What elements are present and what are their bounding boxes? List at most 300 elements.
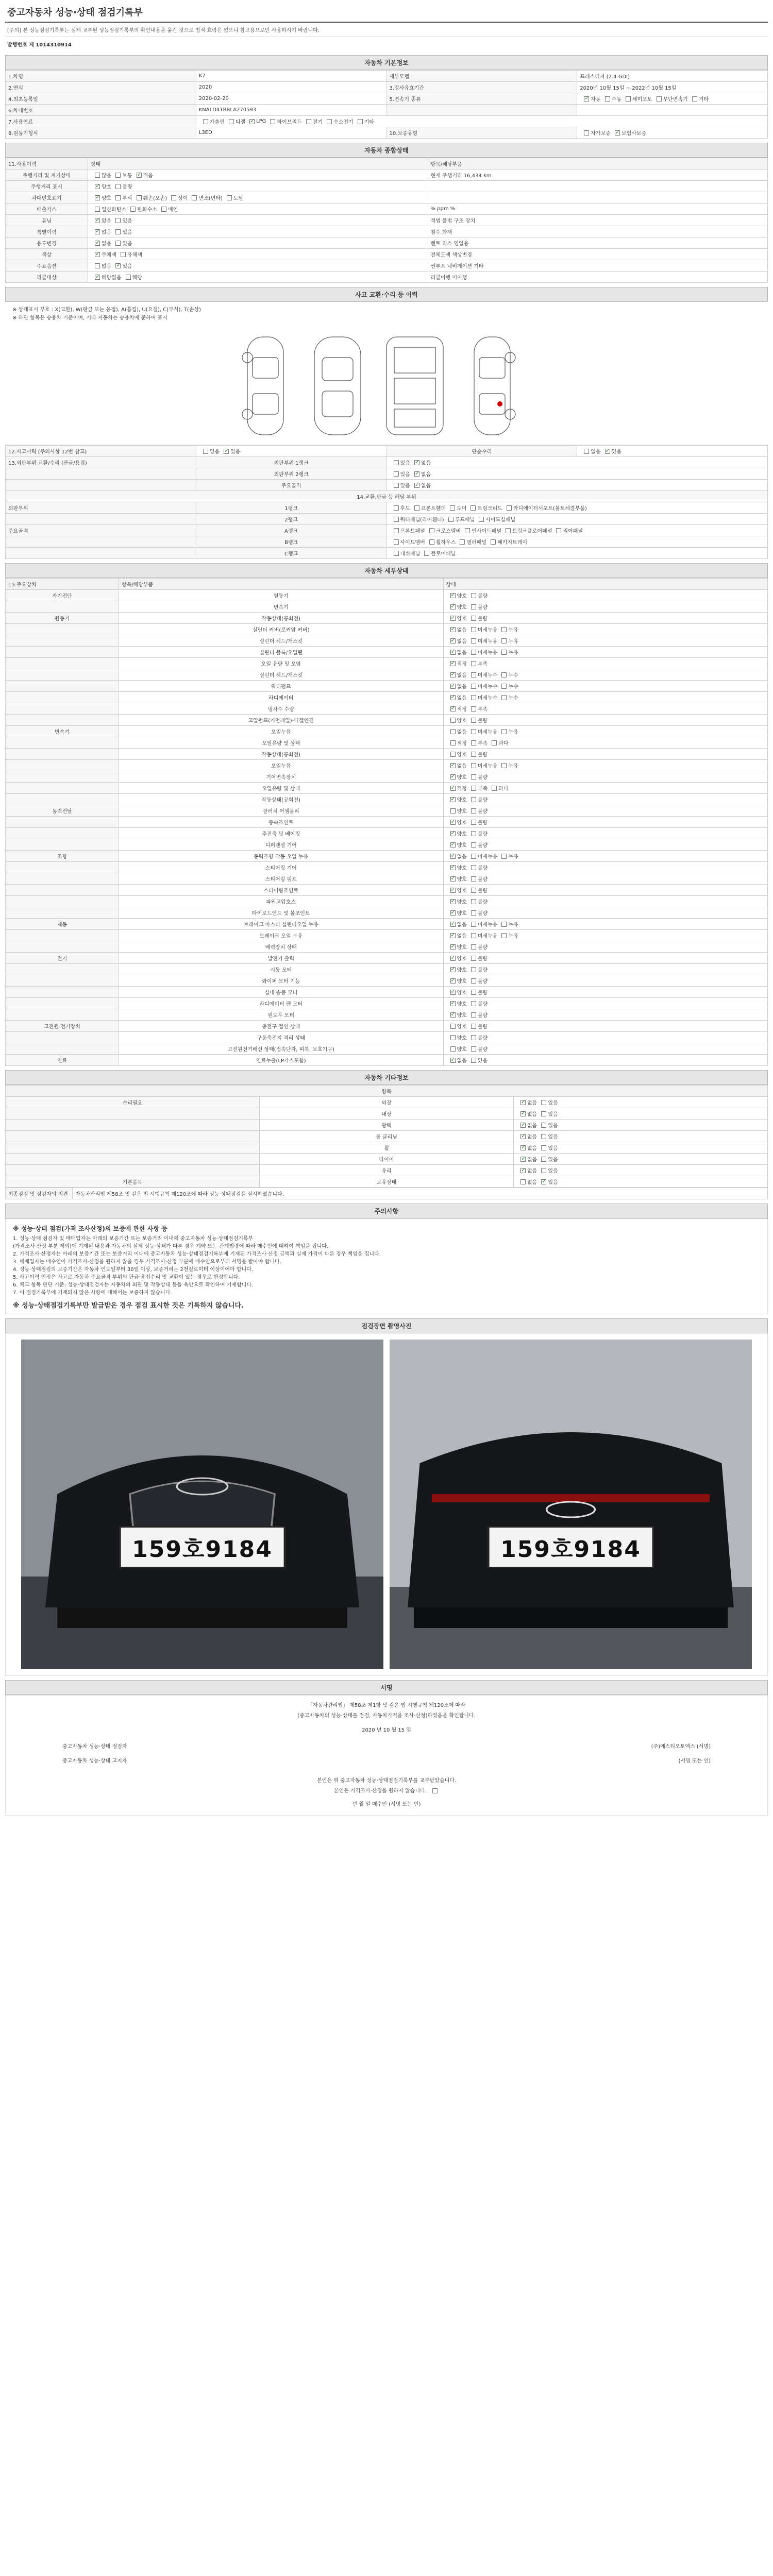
detail-state bbox=[443, 760, 768, 771]
detail-checkbox[interactable] bbox=[450, 922, 456, 927]
exchange-checkbox[interactable] bbox=[506, 528, 511, 533]
transmission-checkbox[interactable] bbox=[692, 96, 697, 101]
overall-option-label: 양호 bbox=[102, 184, 112, 190]
detail-checkbox[interactable] bbox=[450, 774, 456, 779]
detail-checkbox[interactable] bbox=[471, 876, 476, 882]
overall-option-label: 부식 bbox=[122, 196, 132, 201]
detail-checkbox[interactable] bbox=[450, 808, 456, 814]
caution-line: 1. 성능·상태 점검자 및 매매업자는 아래의 보증기간 또는 보증거리 이내에 중고자동차 성능·상태점검기록부 bbox=[13, 1236, 254, 1242]
overall-state bbox=[88, 272, 428, 283]
overall-option-label: 불량 bbox=[122, 184, 132, 190]
other-row bbox=[6, 1142, 768, 1154]
other-option-label: 없음 bbox=[527, 1146, 537, 1151]
other-checkbox[interactable] bbox=[520, 1100, 526, 1105]
overall-option-label: 많음 bbox=[102, 173, 112, 179]
detail-checkbox[interactable] bbox=[471, 718, 476, 723]
detail-checkbox[interactable] bbox=[450, 706, 456, 711]
overall-state bbox=[88, 260, 428, 272]
other-checkbox[interactable] bbox=[541, 1100, 546, 1105]
detail-group bbox=[6, 1043, 119, 1055]
frame-checkbox[interactable] bbox=[394, 460, 399, 465]
warranty-checkbox[interactable] bbox=[584, 130, 589, 135]
basic-label: 1.차명 bbox=[6, 71, 196, 82]
simple-repair-option-label: 없음 bbox=[591, 449, 601, 455]
overall-checkbox[interactable] bbox=[95, 229, 100, 234]
frame-checkbox[interactable] bbox=[394, 471, 399, 477]
detail-option-label: 불량 bbox=[477, 866, 488, 871]
detail-checkbox[interactable] bbox=[501, 672, 507, 677]
detail-state bbox=[443, 624, 768, 635]
exchange-checkbox[interactable] bbox=[507, 505, 512, 511]
exchange-checkbox[interactable] bbox=[465, 528, 470, 533]
detail-checkbox[interactable] bbox=[450, 899, 456, 904]
exchange-checkbox[interactable] bbox=[429, 528, 434, 533]
exchange-checkbox[interactable] bbox=[556, 528, 561, 533]
overall-checkbox[interactable] bbox=[95, 218, 100, 223]
detail-checkbox[interactable] bbox=[450, 604, 456, 609]
exchange-checkbox[interactable] bbox=[429, 539, 434, 545]
detail-checkbox[interactable] bbox=[471, 899, 476, 904]
overall-label: 색상 bbox=[6, 249, 88, 260]
overall-option-label: 탄화수소 bbox=[137, 207, 157, 213]
detail-checkbox[interactable] bbox=[501, 695, 507, 700]
detail-checkbox[interactable] bbox=[450, 638, 456, 643]
overall-checkbox[interactable] bbox=[171, 195, 176, 200]
detail-checkbox[interactable] bbox=[471, 956, 476, 961]
detail-row bbox=[6, 749, 768, 760]
detail-checkbox[interactable] bbox=[450, 842, 456, 848]
basic-row bbox=[6, 71, 768, 82]
exchange-checkbox[interactable] bbox=[394, 551, 399, 556]
detail-state bbox=[443, 930, 768, 941]
detail-checkbox[interactable] bbox=[450, 650, 456, 655]
overall-checkbox[interactable] bbox=[95, 252, 100, 257]
detail-item: 오일 유량 및 오염 bbox=[119, 658, 444, 669]
other-checkbox[interactable] bbox=[520, 1134, 526, 1139]
detail-checkbox[interactable] bbox=[471, 672, 476, 677]
detail-checkbox[interactable] bbox=[450, 990, 456, 995]
detail-state bbox=[443, 1055, 768, 1066]
detail-checkbox[interactable] bbox=[471, 706, 476, 711]
detail-checkbox[interactable] bbox=[450, 695, 456, 700]
other-checkbox[interactable] bbox=[541, 1134, 546, 1139]
detail-checkbox[interactable] bbox=[450, 763, 456, 768]
detail-checkbox[interactable] bbox=[492, 786, 497, 791]
detail-option-label: 없음 bbox=[457, 922, 467, 928]
exchange-checkbox[interactable] bbox=[394, 517, 399, 522]
detail-checkbox[interactable] bbox=[471, 944, 476, 950]
frame-checkbox[interactable] bbox=[414, 460, 419, 465]
basic-mid-value bbox=[577, 127, 768, 139]
detail-checkbox[interactable] bbox=[471, 774, 476, 779]
detail-checkbox[interactable] bbox=[471, 1024, 476, 1029]
overall-checkbox[interactable] bbox=[95, 173, 100, 178]
detail-checkbox[interactable] bbox=[501, 684, 507, 689]
detail-row bbox=[6, 692, 768, 703]
exchange-checkbox[interactable] bbox=[448, 517, 453, 522]
fuel-checkbox[interactable] bbox=[306, 119, 311, 124]
detail-checkbox[interactable] bbox=[471, 910, 476, 916]
exchange-checkbox[interactable] bbox=[450, 505, 455, 511]
frame-group bbox=[6, 480, 196, 491]
detail-checkbox[interactable] bbox=[450, 831, 456, 836]
overall-checkbox[interactable] bbox=[115, 229, 121, 234]
overall-checkbox[interactable] bbox=[95, 195, 100, 200]
detail-checkbox[interactable] bbox=[471, 967, 476, 972]
detail-checkbox[interactable] bbox=[471, 729, 476, 734]
detail-checkbox[interactable] bbox=[471, 684, 476, 689]
detail-checkbox[interactable] bbox=[471, 695, 476, 700]
detail-option-label: 미세누수 bbox=[477, 696, 498, 701]
other-checkbox[interactable] bbox=[520, 1179, 526, 1184]
overall-checkbox[interactable] bbox=[115, 173, 121, 178]
detail-checkbox[interactable] bbox=[471, 786, 476, 791]
detail-state bbox=[443, 873, 768, 885]
detail-group bbox=[6, 1032, 119, 1043]
detail-checkbox[interactable] bbox=[471, 808, 476, 814]
sign-block bbox=[5, 1695, 768, 1816]
exchange-items bbox=[386, 548, 768, 559]
overall-state bbox=[88, 181, 428, 192]
detail-checkbox[interactable] bbox=[471, 888, 476, 893]
overall-checkbox[interactable] bbox=[137, 195, 142, 200]
detail-state bbox=[443, 851, 768, 862]
detail-checkbox[interactable] bbox=[450, 740, 456, 745]
transmission-option-label: 세미오토 bbox=[632, 97, 652, 103]
overall-checkbox[interactable] bbox=[115, 184, 121, 189]
other-checkbox[interactable] bbox=[520, 1111, 526, 1116]
overall-checkbox[interactable] bbox=[115, 241, 121, 246]
exchange-checkbox[interactable] bbox=[460, 539, 465, 545]
receive-checkbox[interactable] bbox=[432, 1788, 438, 1793]
detail-option-label: 불량 bbox=[477, 968, 488, 973]
detail-checkbox[interactable] bbox=[450, 661, 456, 666]
detail-row bbox=[6, 703, 768, 715]
detail-checkbox[interactable] bbox=[471, 1058, 476, 1063]
overall-checkbox[interactable] bbox=[121, 252, 126, 257]
receive-line-2 bbox=[6, 1786, 767, 1797]
detail-checkbox[interactable] bbox=[501, 650, 507, 655]
overall-checkbox[interactable] bbox=[95, 241, 100, 246]
detail-state bbox=[443, 987, 768, 998]
overall-checkbox[interactable] bbox=[137, 173, 142, 178]
detail-option-label: 불량 bbox=[477, 832, 488, 837]
detail-option-label: 불량 bbox=[477, 1047, 488, 1053]
detail-item: 스티어링 펌프 bbox=[119, 873, 444, 885]
detail-checkbox[interactable] bbox=[471, 616, 476, 621]
detail-checkbox[interactable] bbox=[450, 944, 456, 950]
detail-checkbox[interactable] bbox=[450, 684, 456, 689]
detail-checkbox[interactable] bbox=[450, 1058, 456, 1063]
detail-checkbox[interactable] bbox=[471, 831, 476, 836]
detail-checkbox[interactable] bbox=[450, 627, 456, 632]
opinion-table bbox=[5, 1188, 768, 1199]
detail-checkbox[interactable] bbox=[450, 888, 456, 893]
detail-checkbox[interactable] bbox=[471, 604, 476, 609]
frame-group bbox=[6, 468, 196, 480]
detail-checkbox[interactable] bbox=[450, 854, 456, 859]
detail-option-label: 불량 bbox=[477, 718, 488, 724]
detail-checkbox[interactable] bbox=[471, 922, 476, 927]
legend-line-1: ※ 상태표시 부호 : X(교환), W(판금 또는 용접), A(흠집), U(요철), C(부식), T(손상) bbox=[12, 307, 201, 313]
detail-group: 연료 bbox=[6, 1055, 119, 1066]
other-checkbox[interactable] bbox=[541, 1179, 546, 1184]
detail-row bbox=[6, 715, 768, 726]
overall-checkbox[interactable] bbox=[130, 207, 136, 212]
detail-checkbox[interactable] bbox=[471, 593, 476, 598]
detail-checkbox[interactable] bbox=[450, 616, 456, 621]
detail-checkbox[interactable] bbox=[501, 763, 507, 768]
detail-option-label: 불량 bbox=[477, 945, 488, 951]
basic-mid-value bbox=[577, 93, 768, 105]
overall-option-label: 있음 bbox=[122, 264, 132, 269]
other-checkbox[interactable] bbox=[541, 1168, 546, 1173]
overall-table bbox=[5, 158, 768, 283]
detail-state bbox=[443, 1021, 768, 1032]
simple-repair-checkbox[interactable] bbox=[605, 449, 610, 454]
frame-option-label: 있음 bbox=[400, 472, 410, 478]
fuel-checkbox[interactable] bbox=[358, 119, 363, 124]
detail-checkbox[interactable] bbox=[450, 672, 456, 677]
detail-group bbox=[6, 703, 119, 715]
transmission-checkbox[interactable] bbox=[605, 96, 610, 101]
other-group: 수리필요 bbox=[6, 1097, 260, 1108]
other-checkbox[interactable] bbox=[520, 1157, 526, 1162]
accident-table bbox=[5, 445, 768, 559]
basic-label: 2.연식 bbox=[6, 82, 196, 93]
detail-item: 실린더 블록/오일팬 bbox=[119, 647, 444, 658]
detail-checkbox[interactable] bbox=[471, 752, 476, 757]
caution-line: 6. 체크 항목 판단 기준: 성능·상태점검자는 자동차의 외관 및 작동상태 등을 육안으로 확인하여 기재합니다. bbox=[13, 1282, 254, 1288]
basic-row bbox=[6, 93, 768, 105]
detail-item: 오일유량 및 상태 bbox=[119, 737, 444, 749]
transmission-checkbox[interactable] bbox=[657, 96, 662, 101]
detail-checkbox[interactable] bbox=[501, 729, 507, 734]
detail-checkbox[interactable] bbox=[471, 854, 476, 859]
other-checkbox[interactable] bbox=[541, 1157, 546, 1162]
overall-option-label: 일산화탄소 bbox=[102, 207, 127, 213]
detail-checkbox[interactable] bbox=[471, 933, 476, 938]
detail-checkbox[interactable] bbox=[471, 820, 476, 825]
overall-head-row bbox=[6, 158, 768, 170]
detail-option-label: 누유 bbox=[508, 934, 518, 939]
detail-option-label: 누유 bbox=[508, 922, 518, 928]
warranty-checkbox[interactable] bbox=[615, 130, 620, 135]
detail-option-label: 없음 bbox=[457, 696, 467, 701]
detail-checkbox[interactable] bbox=[471, 865, 476, 870]
overall-right bbox=[428, 192, 768, 204]
overall-checkbox[interactable] bbox=[126, 275, 131, 280]
detail-checkbox[interactable] bbox=[492, 740, 497, 745]
other-option-label: 없음 bbox=[527, 1112, 537, 1117]
other-checkbox[interactable] bbox=[520, 1123, 526, 1128]
detail-checkbox[interactable] bbox=[450, 1035, 456, 1040]
detail-checkbox[interactable] bbox=[471, 1035, 476, 1040]
detail-checkbox[interactable] bbox=[450, 1046, 456, 1052]
detail-checkbox[interactable] bbox=[471, 763, 476, 768]
detail-state bbox=[443, 669, 768, 681]
detail-row bbox=[6, 862, 768, 873]
transmission-option-label: 자동 bbox=[591, 97, 601, 103]
detail-state bbox=[443, 1009, 768, 1021]
detail-option-label: 양호 bbox=[457, 832, 467, 837]
detail-checkbox[interactable] bbox=[471, 1001, 476, 1006]
detail-checkbox[interactable] bbox=[501, 638, 507, 643]
exchange-checkbox[interactable] bbox=[470, 505, 476, 511]
detail-option-label: 양호 bbox=[457, 820, 467, 826]
fuel-checkbox[interactable] bbox=[270, 119, 275, 124]
detail-item: 실내 송풍 모터 bbox=[119, 987, 444, 998]
overall-option-label: 양호 bbox=[102, 196, 112, 201]
notice-text: [주의] 본 성능점검기록부는 실제 교부된 성능점검기록부의 확인내용을 옮긴 것으로 법적 효력은 없으니 참고용으로만 사용하시기 바랍니다. bbox=[5, 23, 768, 37]
frame-checkbox[interactable] bbox=[414, 471, 419, 477]
detail-state bbox=[443, 941, 768, 953]
detail-checkbox[interactable] bbox=[450, 752, 456, 757]
detail-checkbox[interactable] bbox=[471, 842, 476, 848]
detail-checkbox[interactable] bbox=[450, 786, 456, 791]
detail-option-label: 불량 bbox=[477, 594, 488, 599]
exchange-rank: A랭크 bbox=[196, 525, 386, 536]
overall-checkbox[interactable] bbox=[192, 195, 197, 200]
exchange-checkbox[interactable] bbox=[394, 539, 399, 545]
detail-option-label: 양호 bbox=[457, 752, 467, 758]
detail-checkbox[interactable] bbox=[501, 922, 507, 927]
basic-label: 6.차대번호 bbox=[6, 105, 196, 116]
detail-checkbox[interactable] bbox=[471, 1046, 476, 1052]
detail-checkbox[interactable] bbox=[471, 990, 476, 995]
overall-checkbox[interactable] bbox=[95, 207, 100, 212]
frame-checkbox[interactable] bbox=[394, 483, 399, 488]
overall-checkbox[interactable] bbox=[161, 207, 166, 212]
exchange-row bbox=[6, 502, 768, 514]
detail-checkbox[interactable] bbox=[450, 1024, 456, 1029]
transmission-checkbox[interactable] bbox=[626, 96, 631, 101]
exchange-option-label: 리어패널 bbox=[563, 529, 583, 534]
fuel-checkbox[interactable] bbox=[327, 119, 332, 124]
overall-checkbox[interactable] bbox=[115, 218, 121, 223]
detail-checkbox[interactable] bbox=[450, 797, 456, 802]
other-checkbox[interactable] bbox=[520, 1145, 526, 1150]
detail-checkbox[interactable] bbox=[501, 933, 507, 938]
overall-checkbox[interactable] bbox=[115, 195, 121, 200]
detail-row bbox=[6, 1043, 768, 1055]
section-other: 자동차 기타정보 bbox=[5, 1070, 768, 1085]
detail-checkbox[interactable] bbox=[450, 967, 456, 972]
detail-option-label: 양호 bbox=[457, 888, 467, 894]
detail-row bbox=[6, 998, 768, 1009]
detail-row bbox=[6, 953, 768, 964]
other-option-label: 있음 bbox=[548, 1100, 558, 1106]
exchange-items bbox=[386, 514, 768, 525]
detail-option-label: 양호 bbox=[457, 968, 467, 973]
overall-checkbox[interactable] bbox=[95, 263, 100, 268]
detail-checkbox[interactable] bbox=[471, 740, 476, 745]
exchange-option-label: 루프패널 bbox=[455, 517, 475, 523]
detail-state bbox=[443, 907, 768, 919]
detail-option-label: 불량 bbox=[477, 1024, 488, 1030]
detail-checkbox[interactable] bbox=[450, 865, 456, 870]
other-option-label: 없음 bbox=[527, 1100, 537, 1106]
detail-checkbox[interactable] bbox=[471, 650, 476, 655]
frame-checkbox[interactable] bbox=[414, 483, 419, 488]
overall-checkbox[interactable] bbox=[115, 263, 121, 268]
detail-option-label: 불량 bbox=[477, 1002, 488, 1007]
exchange-option-label: 사이드실패널 bbox=[485, 517, 516, 523]
detail-group bbox=[6, 624, 119, 635]
other-checkbox[interactable] bbox=[541, 1123, 546, 1128]
detail-state bbox=[443, 726, 768, 737]
detail-checkbox[interactable] bbox=[450, 729, 456, 734]
exchange-rank: C랭크 bbox=[196, 548, 386, 559]
accident-history-checkbox[interactable] bbox=[224, 449, 229, 454]
exchange-checkbox[interactable] bbox=[394, 528, 399, 533]
detail-checkbox[interactable] bbox=[450, 1012, 456, 1018]
detail-checkbox[interactable] bbox=[450, 1001, 456, 1006]
accident-history-checkbox[interactable] bbox=[203, 449, 208, 454]
detail-state bbox=[443, 681, 768, 692]
detail-checkbox[interactable] bbox=[471, 661, 476, 666]
overall-checkbox[interactable] bbox=[95, 184, 100, 189]
detail-group bbox=[6, 885, 119, 896]
other-group bbox=[6, 1165, 260, 1176]
simple-repair-checkbox[interactable] bbox=[584, 449, 589, 454]
detail-state bbox=[443, 658, 768, 669]
detail-state bbox=[443, 998, 768, 1009]
detail-checkbox[interactable] bbox=[501, 627, 507, 632]
detail-checkbox[interactable] bbox=[450, 933, 456, 938]
detail-checkbox[interactable] bbox=[450, 820, 456, 825]
detail-checkbox[interactable] bbox=[450, 876, 456, 882]
detail-row bbox=[6, 941, 768, 953]
detail-option-label: 누수 bbox=[508, 696, 518, 701]
fuel-checkbox[interactable] bbox=[249, 119, 255, 124]
detail-checkbox[interactable] bbox=[471, 1012, 476, 1018]
detail-checkbox[interactable] bbox=[471, 627, 476, 632]
detail-checkbox[interactable] bbox=[450, 910, 456, 916]
transmission-checkbox[interactable] bbox=[584, 96, 589, 101]
exchange-checkbox[interactable] bbox=[491, 539, 496, 545]
other-checkbox[interactable] bbox=[520, 1168, 526, 1173]
detail-checkbox[interactable] bbox=[501, 854, 507, 859]
detail-checkbox[interactable] bbox=[450, 978, 456, 984]
car-front-image-icon bbox=[21, 1340, 383, 1669]
exchange-checkbox[interactable] bbox=[394, 505, 399, 511]
other-checkbox[interactable] bbox=[541, 1111, 546, 1116]
exchange-rank: B랭크 bbox=[196, 536, 386, 548]
basic-label: 7.사용연료 bbox=[6, 116, 196, 127]
detail-option-label: 누유 bbox=[508, 764, 518, 769]
fuel-checkbox[interactable] bbox=[203, 119, 208, 124]
overall-checkbox[interactable] bbox=[95, 275, 100, 280]
detail-checkbox[interactable] bbox=[450, 718, 456, 723]
detail-checkbox[interactable] bbox=[450, 593, 456, 598]
exchange-checkbox[interactable] bbox=[479, 517, 484, 522]
basic-label: 8.원동기형식 bbox=[6, 127, 196, 139]
detail-item: 실린더 헤드/개스킷 bbox=[119, 635, 444, 647]
exchange-checkbox[interactable] bbox=[424, 551, 429, 556]
exchange-checkbox[interactable] bbox=[414, 505, 419, 511]
other-checkbox[interactable] bbox=[541, 1145, 546, 1150]
detail-checkbox[interactable] bbox=[471, 978, 476, 984]
photo-row bbox=[5, 1333, 768, 1676]
overall-checkbox[interactable] bbox=[227, 195, 232, 200]
detail-checkbox[interactable] bbox=[471, 638, 476, 643]
detail-checkbox[interactable] bbox=[450, 956, 456, 961]
exchange-items bbox=[386, 536, 768, 548]
detail-checkbox[interactable] bbox=[471, 797, 476, 802]
fuel-checkbox[interactable] bbox=[229, 119, 234, 124]
frame-row bbox=[6, 468, 768, 480]
